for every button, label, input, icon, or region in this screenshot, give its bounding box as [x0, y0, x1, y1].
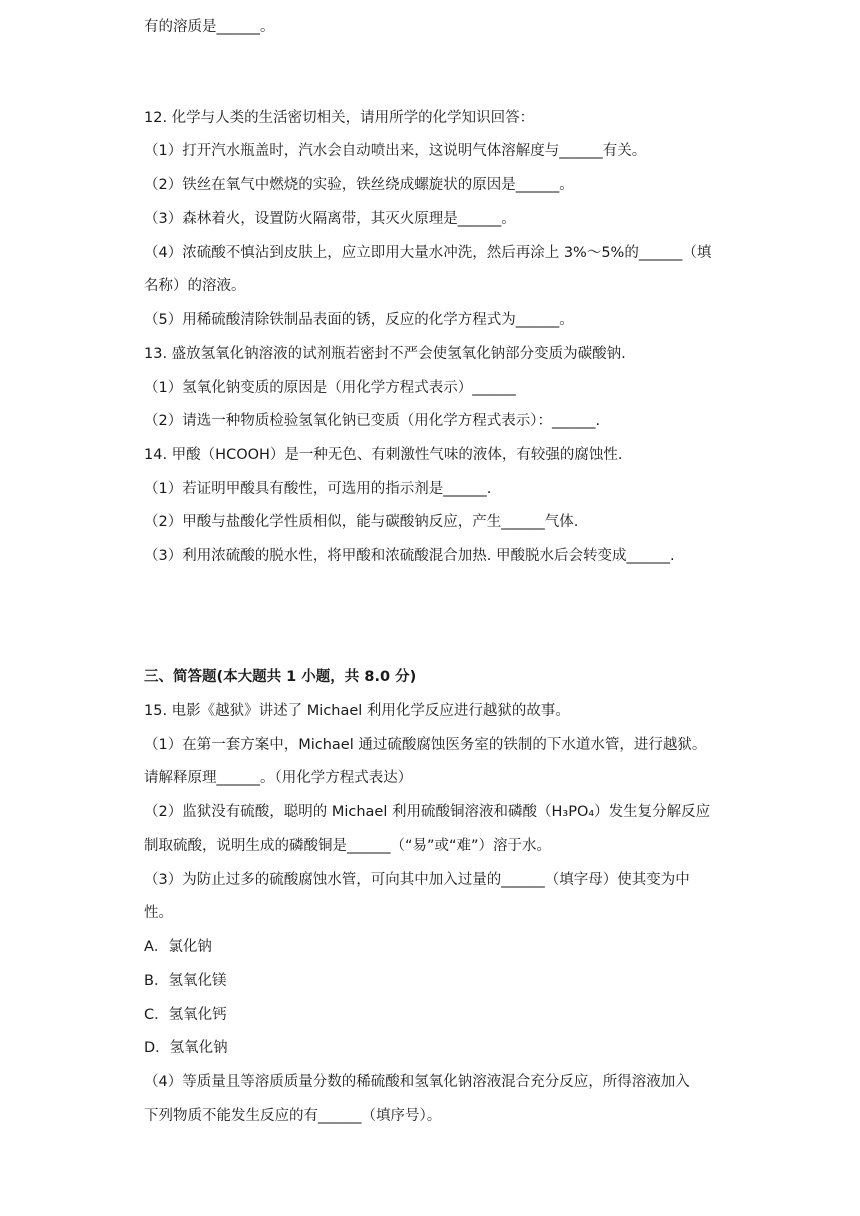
question-12-part-5: （5）用稀硫酸清除铁制品表面的锈，反应的化学方程式为______。 [144, 312, 574, 328]
question-15-part-2-cont: 制取硫酸，说明生成的磷酸铜是______（“易”或“难”）溶于水。 [144, 838, 552, 854]
option-c: C．氢氧化钙 [144, 1007, 227, 1023]
question-15-part-4: （4）等质量且等溶质质量分数的稀硫酸和氢氧化钠溶液混合充分反应，所得溶液加入 [144, 1074, 690, 1090]
question-15-part-3-cont: 性。 [144, 905, 173, 921]
section-heading-3: 三、简答题(本大题共 1 小题，共 8.0 分) [144, 669, 417, 685]
text-line-q11-end: 有的溶质是______。 [144, 19, 275, 35]
question-15-part-2: （2）监狱没有硫酸，聪明的 Michael 利用硫酸铜溶液和磷酸（H₃PO₄）发生复分解反应 [144, 804, 711, 820]
option-d: D．氢氧化钠 [144, 1040, 228, 1056]
question-12-part-2: （2）铁丝在氧气中燃烧的实验，铁丝绕成螺旋状的原因是______。 [144, 177, 574, 193]
question-14-part-2: （2）甲酸与盐酸化学性质相似，能与碳酸钠反应，产生______气体. [144, 514, 579, 530]
question-14-part-1: （1）若证明甲酸具有酸性，可选用的指示剂是______. [144, 481, 492, 497]
question-15-part-4-cont: 下列物质不能发生反应的有______（填序号）。 [144, 1108, 442, 1124]
question-12-part-4-cont: 名称）的溶液。 [144, 278, 246, 294]
option-a: A．氯化钠 [144, 939, 212, 955]
question-15-part-1-cont: 请解释原理______。（用化学方程式表达） [144, 770, 413, 786]
question-12-part-3: （3）森林着火，设置防火隔离带，其灭火原理是______。 [144, 211, 516, 227]
question-12-stem: 12. 化学与人类的生活密切相关，请用所学的化学知识回答： [144, 110, 535, 126]
question-13-stem: 13. 盛放氢氧化钠溶液的试剂瓶若密封不严会使氢氧化钠部分变质为碳酸钠. [144, 346, 626, 362]
question-14-part-3: （3）利用浓硫酸的脱水性，将甲酸和浓硫酸混合加热. 甲酸脱水后会转变成______. [144, 548, 675, 564]
option-b: B．氢氧化镁 [144, 973, 227, 989]
question-15-part-3: （3）为防止过多的硫酸腐蚀水管，可向其中加入过量的______（填字母）使其变为中 [144, 872, 690, 888]
question-14-stem: 14. 甲酸（HCOOH）是一种无色、有刺激性气味的液体，有较强的腐蚀性. [144, 447, 623, 463]
question-15-stem: 15. 电影《越狱》讲述了 Michael 利用化学反应进行越狱的故事。 [144, 703, 570, 719]
question-12-part-4: （4）浓硫酸不慎沾到皮肤上，应立即用大量水冲洗，然后再涂上 3%～5%的______（填 [144, 245, 712, 261]
question-15-part-1: （1）在第一套方案中，Michael 通过硫酸腐蚀医务室的铁制的下水道水管，进行越狱。 [144, 737, 707, 753]
question-13-part-2: （2）请选一种物质检验氢氧化钠已变质（用化学方程式表示）：______. [144, 413, 601, 429]
question-12-part-1: （1）打开汽水瓶盖时，汽水会自动喷出来，这说明气体溶解度与______有关。 [144, 143, 647, 159]
question-13-part-1: （1）氢氧化钠变质的原因是（用化学方程式表示）______ [144, 380, 516, 396]
